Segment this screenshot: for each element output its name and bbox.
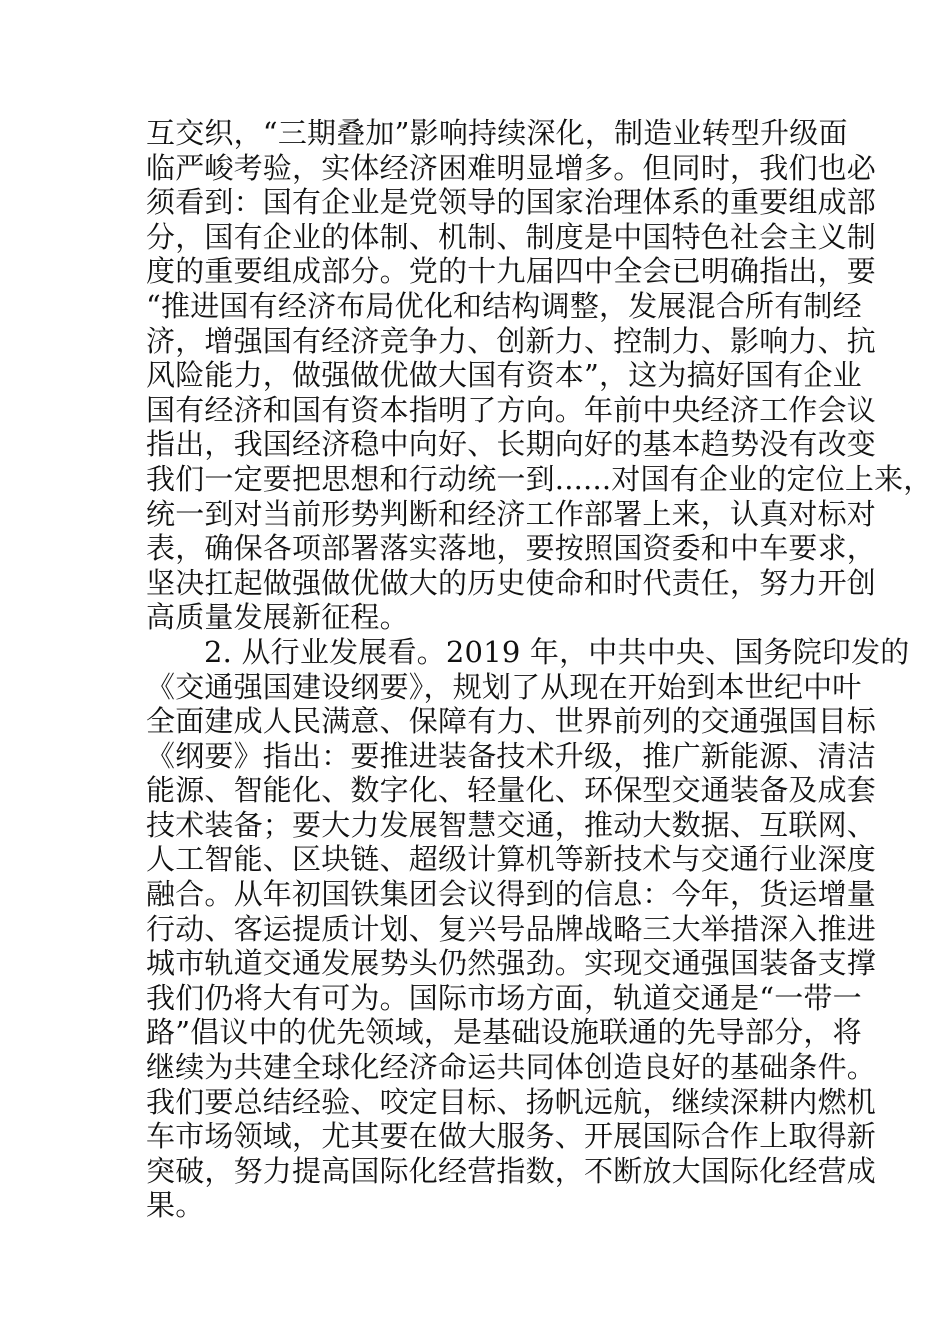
text-line: 全面建成人民满意、保障有力、世界前列的交通强国目标: [146, 704, 877, 739]
text-line: 表，确保各项部署落实落地，要按照国资委和中车要求，: [146, 531, 877, 566]
text-line: 高质量发展新征程。: [146, 600, 409, 635]
text-line: 融合。从年初国铁集团会议得到的信息：今年，货运增量: [146, 877, 877, 912]
text-line: 果。: [146, 1188, 205, 1223]
paragraph-start-line: 2. 从行业发展看。2019 年，中共中央、国务院印发的: [204, 634, 910, 669]
text-line: 突破，努力提高国际化经营指数，不断放大国际化经营成: [146, 1153, 877, 1188]
text-line: 互交织，“三期叠加”影响持续深化，制造业转型升级面: [146, 116, 848, 150]
text-line: 《纲要》指出：要推进装备技术升级，推广新能源、清洁: [146, 738, 877, 773]
text-line: 须看到：国有企业是党领导的国家治理体系的重要组成部: [146, 185, 877, 220]
text-line: 人工智能、区块链、超级计算机等新技术与交通行业深度: [146, 842, 877, 877]
text-line: 能源、智能化、数字化、轻量化、环保型交通装备及成套: [146, 773, 877, 808]
text-line: “推进国有经济布局优化和结构调整，发展混合所有制经: [146, 288, 862, 323]
text-line: 《交通强国建设纲要》，规划了从现在开始到本世纪中叶: [146, 669, 862, 704]
text-line: 技术装备；要大力发展智慧交通，推动大数据、互联网、: [146, 807, 877, 842]
text-line: 度的重要组成部分。党的十九届四中全会已明确指出，要: [146, 254, 877, 289]
text-line: 车市场领域，尤其要在做大服务、开展国际合作上取得新: [146, 1119, 877, 1154]
text-line: 行动、客运提质计划、复兴号品牌战略三大举措深入推进: [146, 911, 877, 946]
text-line: 城市轨道交通发展势头仍然强劲。实现交通强国装备支撑: [146, 946, 877, 981]
text-line: 统一到对当前形势判断和经济工作部署上来，认真对标对: [146, 496, 877, 531]
text-line: 坚决扛起做强做优做大的历史使命和时代责任，努力开创: [146, 565, 877, 600]
text-line: 路”倡议中的优先领域，是基础设施联通的先导部分，将: [146, 1015, 862, 1050]
text-line: 国有经济和国有资本指明了方向。年前中央经济工作会议: [146, 392, 877, 427]
text-line: 我们一定要把思想和行动统一到......对国有企业的定位上来，: [146, 461, 933, 496]
text-line: 风险能力，做强做优做大国有资本”，这为搞好国有企业: [146, 358, 862, 393]
document-body: [146, 116, 933, 1223]
text-line: 临严峻考验，实体经济困难明显增多。但同时，我们也必: [146, 150, 877, 185]
text-line: 我们仍将大有可为。国际市场方面，轨道交通是“一带一: [146, 980, 862, 1015]
text-line: 济，增强国有经济竞争力、创新力、控制力、影响力、抗: [146, 323, 877, 358]
text-line: 指出，我国经济稳中向好、长期向好的基本趋势没有改变: [146, 427, 877, 462]
text-line: 分，国有企业的体制、机制、制度是中国特色社会主义制: [146, 219, 877, 254]
text-line: 我们要总结经验、咬定目标、扬帆远航，继续深耕内燃机: [146, 1084, 877, 1119]
text-line: 继续为共建全球化经济命运共同体创造良好的基础条件。: [146, 1050, 877, 1085]
